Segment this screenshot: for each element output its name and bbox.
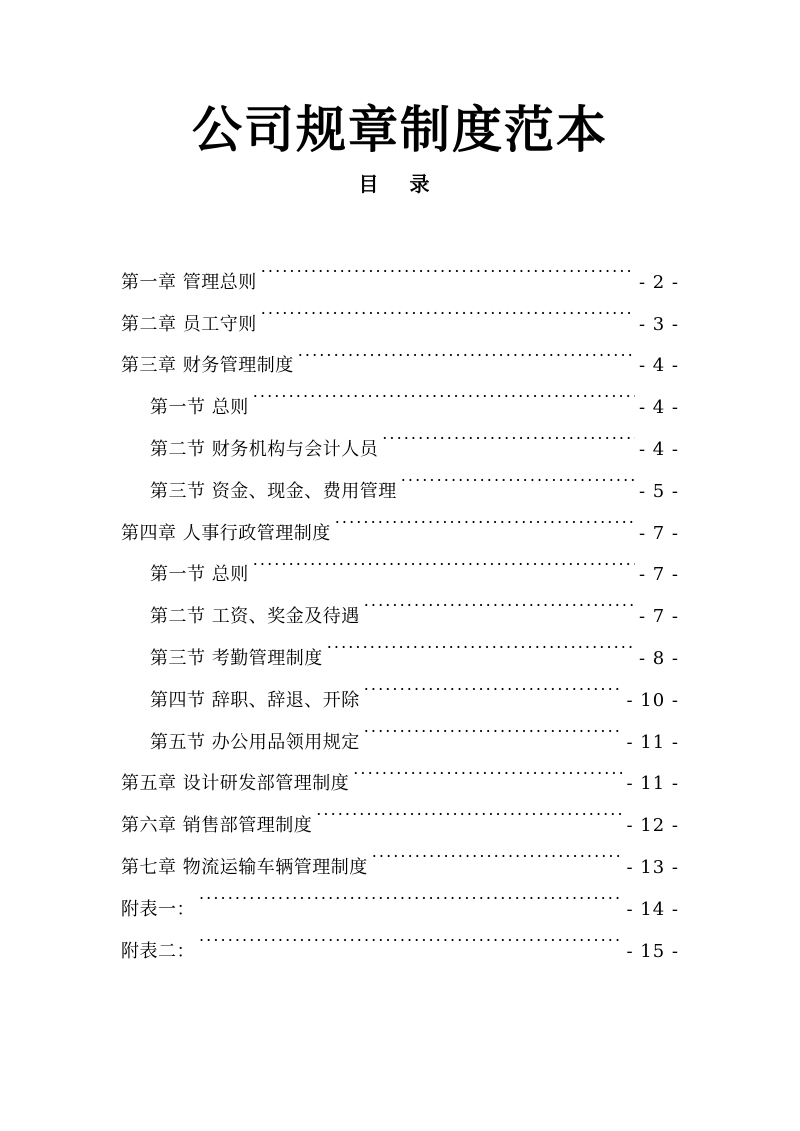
toc-entry-page: - 8 - xyxy=(638,647,679,669)
toc-dot-leader xyxy=(261,246,635,288)
toc-entry-label: 第二节 财务机构与会计人员 xyxy=(150,438,379,460)
toc-dot-leader xyxy=(199,915,622,957)
toc-entry[interactable] xyxy=(121,246,679,293)
toc-entry-page: - 3 - xyxy=(638,313,679,335)
toc-entry-page: - 14 - xyxy=(626,898,679,920)
toc-entry-page: - 11 - xyxy=(626,731,679,753)
toc-entry-label: 第五节 办公用品领用规定 xyxy=(150,731,360,753)
toc-entry-label: 第二节 工资、奖金及待遇 xyxy=(150,606,360,628)
toc-entry-page: - 12 - xyxy=(626,815,679,837)
document-title: 公司规章制度范本 xyxy=(192,100,608,159)
toc-dot-leader xyxy=(298,330,635,372)
toc-entry-page: - 7 - xyxy=(638,522,679,544)
toc-dot-leader xyxy=(372,831,623,873)
toc-entry-label: 第六章 销售部管理制度 xyxy=(121,815,313,837)
toc-dot-leader xyxy=(364,580,635,622)
toc-dot-leader xyxy=(353,748,622,790)
toc-entry-page: - 13 - xyxy=(626,856,679,878)
toc-dot-leader xyxy=(316,789,622,831)
toc-dot-leader xyxy=(327,622,635,664)
toc-entry-label: 第三节 资金、现金、费用管理 xyxy=(150,480,397,502)
toc-dot-leader xyxy=(253,371,635,413)
toc-entry[interactable] xyxy=(121,915,679,962)
toc-entry-label: 第一节 总则 xyxy=(150,397,249,419)
toc-entry-label: 第五章 设计研发部管理制度 xyxy=(121,773,350,795)
toc-entry-label: 第三节 考勤管理制度 xyxy=(150,647,323,669)
toc-dot-leader xyxy=(199,873,622,915)
toc-entry-page: - 7 - xyxy=(638,606,679,628)
toc-entry-label: 第四章 人事行政管理制度 xyxy=(121,522,331,544)
toc-entry-label: 第三章 财务管理制度 xyxy=(121,355,294,377)
toc-entry-page: - 4 - xyxy=(638,397,679,419)
toc-entry-page: - 2 - xyxy=(638,271,679,293)
toc-entry-page: - 10 - xyxy=(626,689,679,711)
toc-dot-leader xyxy=(401,455,635,497)
toc-entry[interactable] xyxy=(121,873,679,920)
toc-heading: 目 录 xyxy=(358,172,442,196)
toc-dot-leader xyxy=(382,413,635,455)
toc-entry-label: 附表一： xyxy=(121,898,195,920)
toc-entry-label: 第一章 管理总则 xyxy=(121,271,257,293)
toc-entry-label: 附表二： xyxy=(121,940,195,962)
toc-dot-leader xyxy=(364,664,623,706)
toc-dot-leader xyxy=(253,539,635,581)
toc-entry-label: 第七章 物流运输车辆管理制度 xyxy=(121,856,368,878)
table-of-contents xyxy=(121,246,679,962)
toc-entry-page: - 7 - xyxy=(638,564,679,586)
toc-dot-leader xyxy=(335,497,635,539)
toc-dot-leader xyxy=(261,288,635,330)
toc-dot-leader xyxy=(364,706,623,748)
toc-entry-label: 第一节 总则 xyxy=(150,564,249,586)
toc-entry-page: - 11 - xyxy=(626,773,679,795)
toc-entry-page: - 15 - xyxy=(626,940,679,962)
toc-entry-page: - 5 - xyxy=(638,480,679,502)
toc-entry-label: 第二章 员工守则 xyxy=(121,313,257,335)
toc-entry-page: - 4 - xyxy=(638,355,679,377)
toc-entry-label: 第四节 辞职、辞退、开除 xyxy=(150,689,360,711)
toc-entry-page: - 4 - xyxy=(638,438,679,460)
